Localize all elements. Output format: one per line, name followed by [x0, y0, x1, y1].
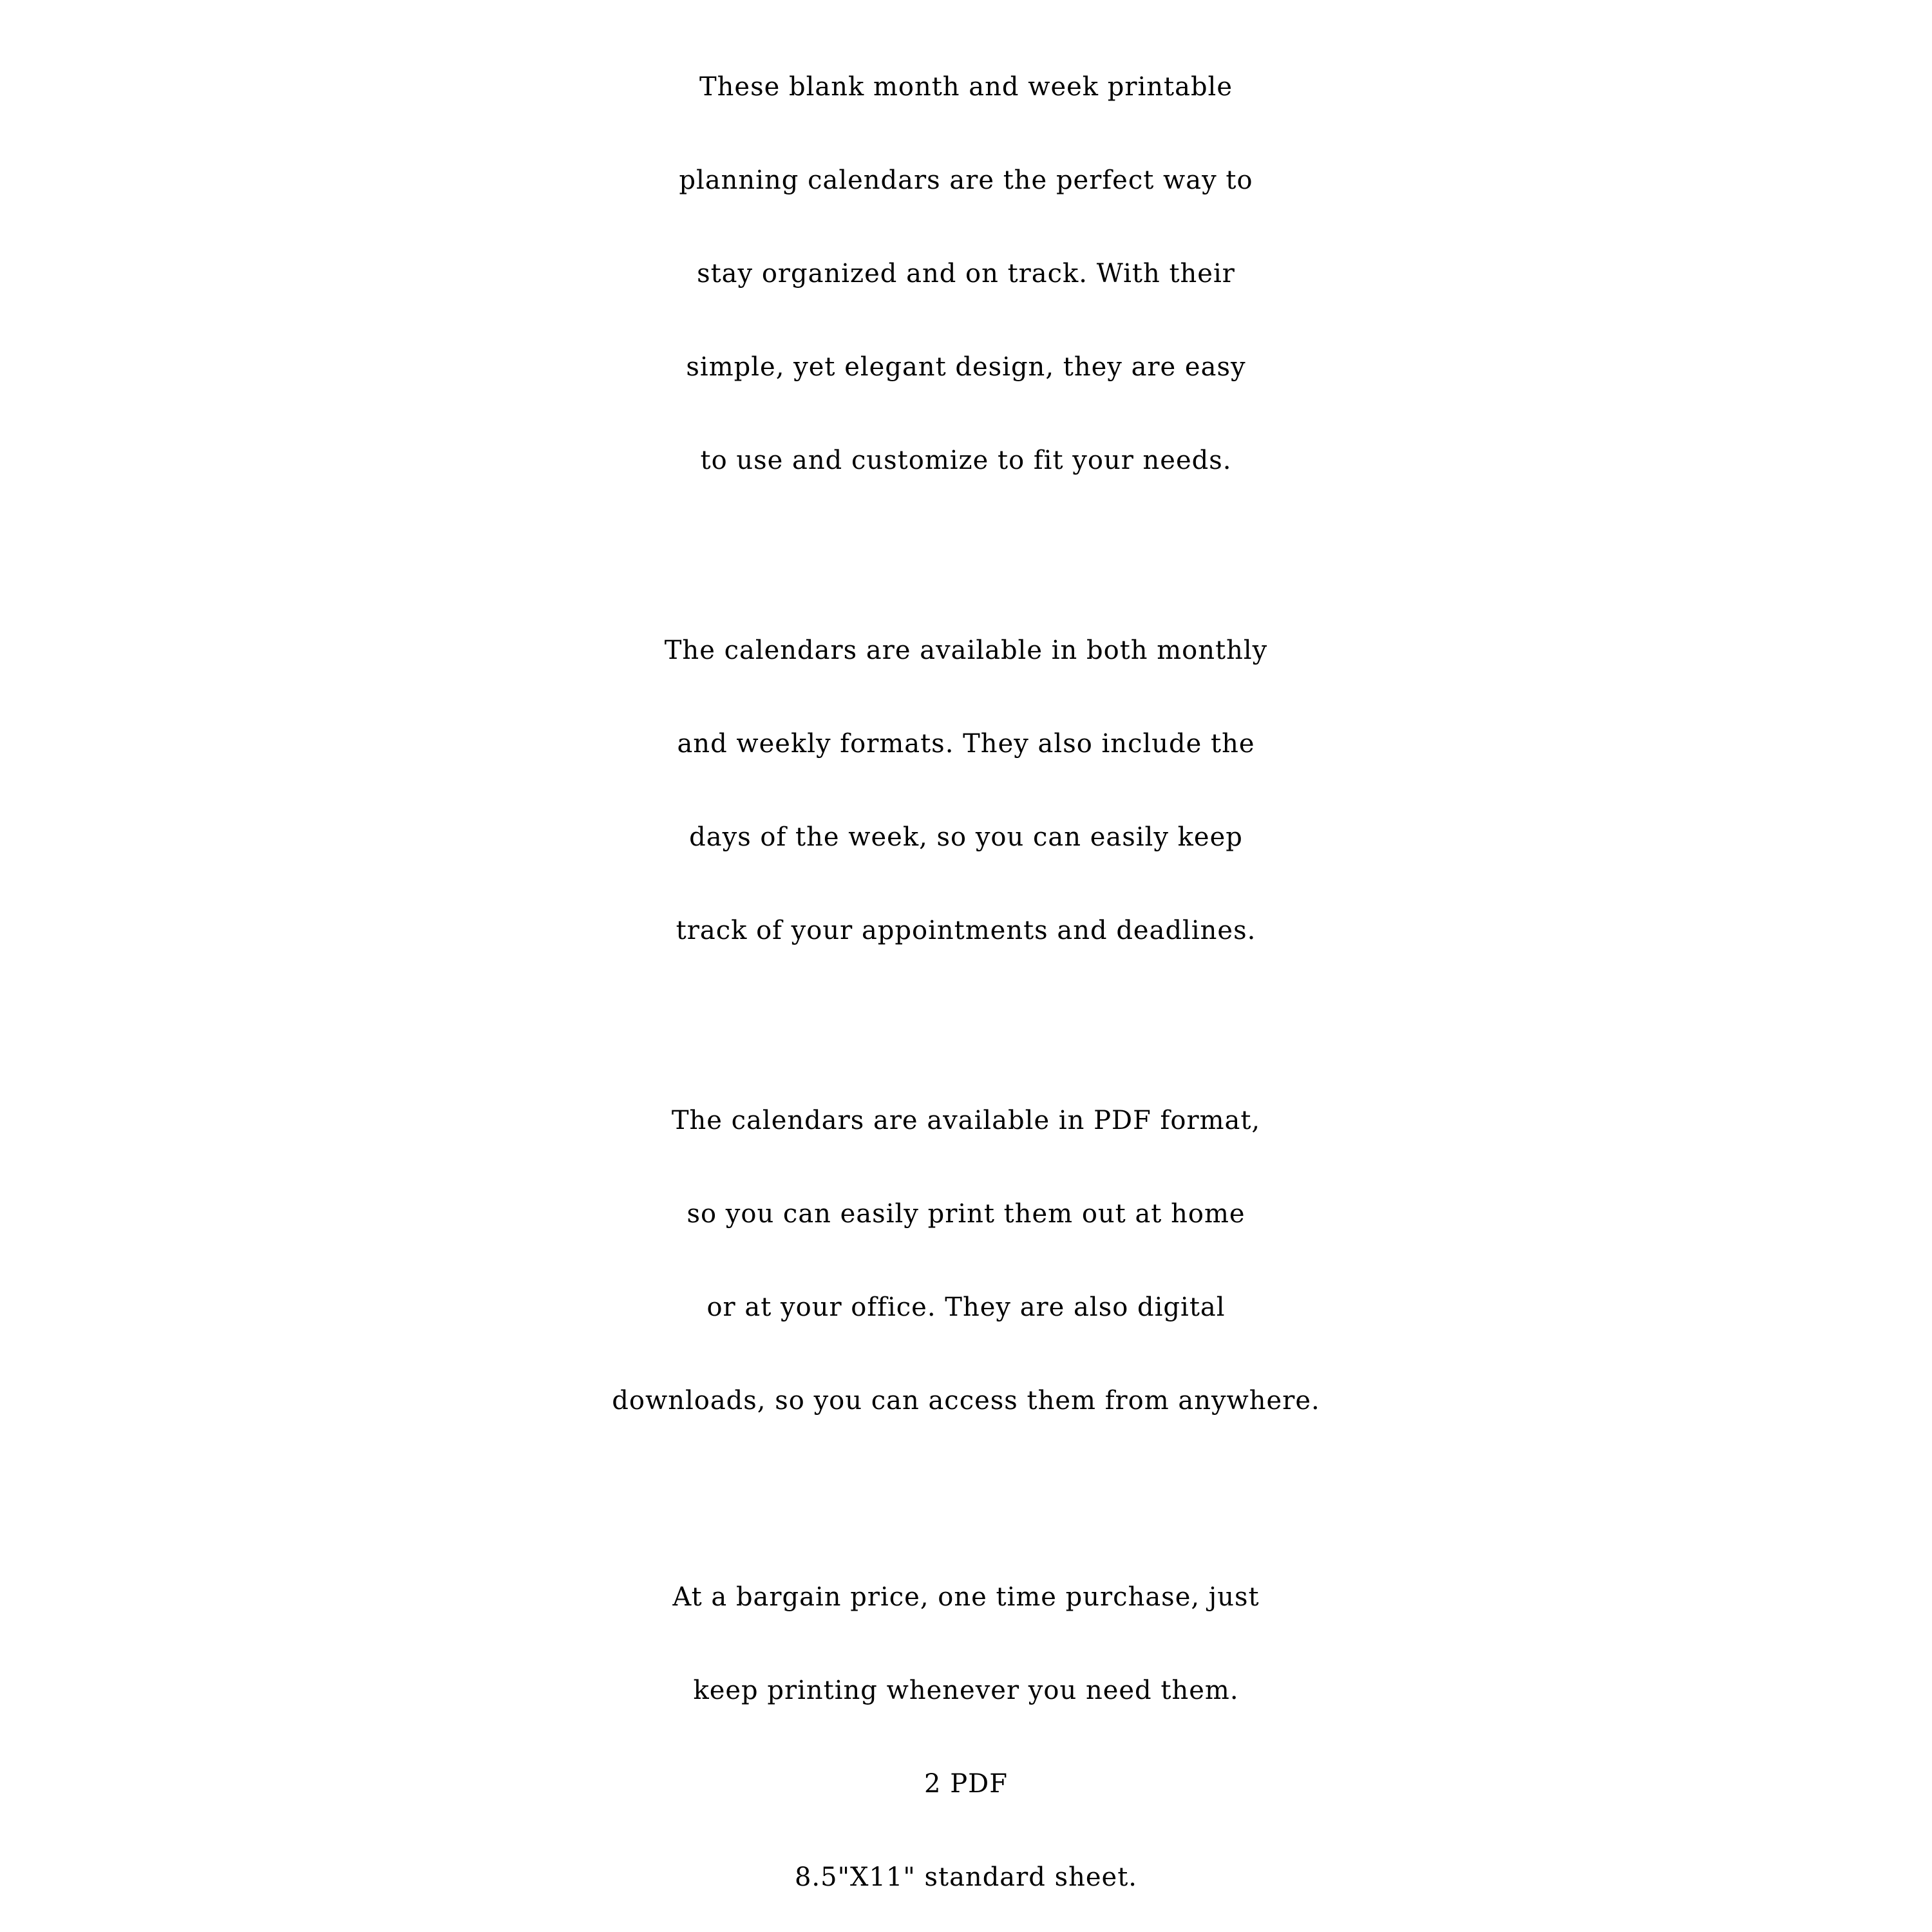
text-line: The calendars are available in both monthly	[664, 636, 1268, 665]
text-line: downloads, so you can access them from anywhere.	[612, 1386, 1320, 1416]
text-line: keep printing whenever you need them.	[693, 1676, 1239, 1705]
text-line: At a bargain price, one time purchase, just	[672, 1582, 1260, 1612]
text-line: simple, yet elegant design, they are easy	[686, 352, 1246, 382]
text-line: track of your appointments and deadlines.	[676, 916, 1256, 945]
text-line: and weekly formats. They also include the	[677, 729, 1255, 759]
text-line: days of the week, so you can easily keep	[689, 822, 1243, 852]
text-line: These blank month and week printable	[699, 72, 1233, 102]
text-line: or at your office. They are also digital	[706, 1293, 1226, 1322]
text-line: stay organized and on track. With their	[697, 259, 1235, 289]
text-line: to use and customize to fit your needs.	[700, 446, 1232, 475]
text-line: 8.5"X11" standard sheet.	[794, 1862, 1138, 1892]
text-line: 2 PDF	[924, 1769, 1008, 1799]
text-line: planning calendars are the perfect way to	[679, 166, 1253, 195]
text-line: The calendars are available in PDF format,	[671, 1106, 1261, 1135]
text-line: so you can easily print them out at home	[687, 1199, 1245, 1229]
